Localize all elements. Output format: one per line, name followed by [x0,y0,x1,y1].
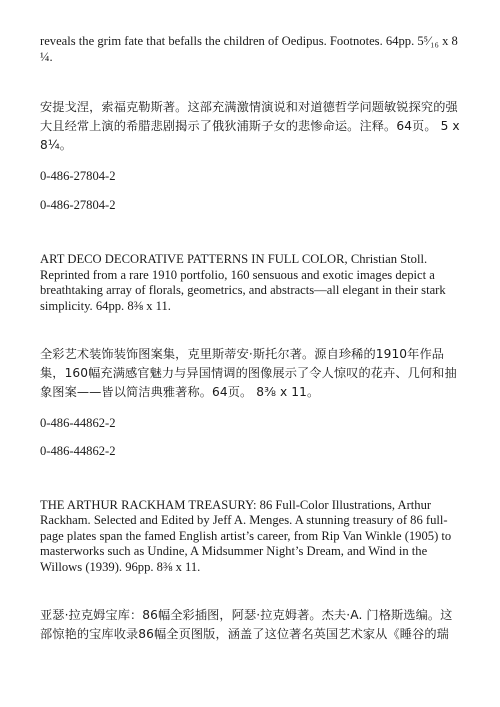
entry-art-deco-en: ART DECO DECORATIVE PATTERNS IN FULL COLOR, Christian Stoll. Reprinted from a rare 1910 portfolio, 160 sensuous and exotic images depict a breathtaking array of florals, geometrics, and abstracts—all elegant in their stark simplicity. 64pp. 8⅜ x 11. [40,252,446,313]
entry-rackham-zh: 亚瑟·拉克姆宝库：86幅全彩插图，阿瑟·拉克姆著。杰夫·A. 门格斯选编。这部惊艳的宝库收录86幅全页图版，涵盖了这位著名英国艺术家从《睡谷的瑞 [40,607,453,641]
isbn-art-deco-2: 0-486-44862-2 [40,443,116,458]
entry-rackham-en: THE ARTHUR RACKHAM TREASURY: 86 Full-Color Illustrations, Arthur Rackham. Selected and Edited by Jeff A. Menges. A stunning treasury of 86 full-page plates span the famed English artist’s career, from Rip Van Winkle (1905) to masterworks such as Undine, A Midsummer Night’s Dream, and Wind in the Willows (1939). 96pp. 8⅜ x 11. [40,497,452,574]
isbn-antigone-2: 0-486-27804-2 [40,198,116,213]
isbn-antigone-1: 0-486-27804-2 [40,169,116,184]
entry-art-deco-zh: 全彩艺术装饰装饰图案集，克里斯蒂安·斯托尔著。源自珍稀的1910年作品集，160幅充满感官魅力与异国情调的图像展示了令人惊叹的花卉、几何和抽象图案——皆以简洁典雅著称。64页。 8⅜ x 11。 [40,346,457,399]
document-page [40,34,462,644]
entry-antigone-zh: 安提戈涅，索福克勒斯著。这部充满激情演说和对道德哲学问题敏锐探究的强大且经常上演的希腊悲剧揭示了俄狄浦斯子女的悲惨命运。注释。64页。 5 x 8¼。 [40,100,460,153]
entry-oedipus-en: reveals the grim fate that befalls the children of Oedipus. Footnotes. 64pp. 5⁵⁄₁₆ x 8 ¼. [40,34,458,64]
isbn-art-deco-1: 0-486-44862-2 [40,415,116,430]
